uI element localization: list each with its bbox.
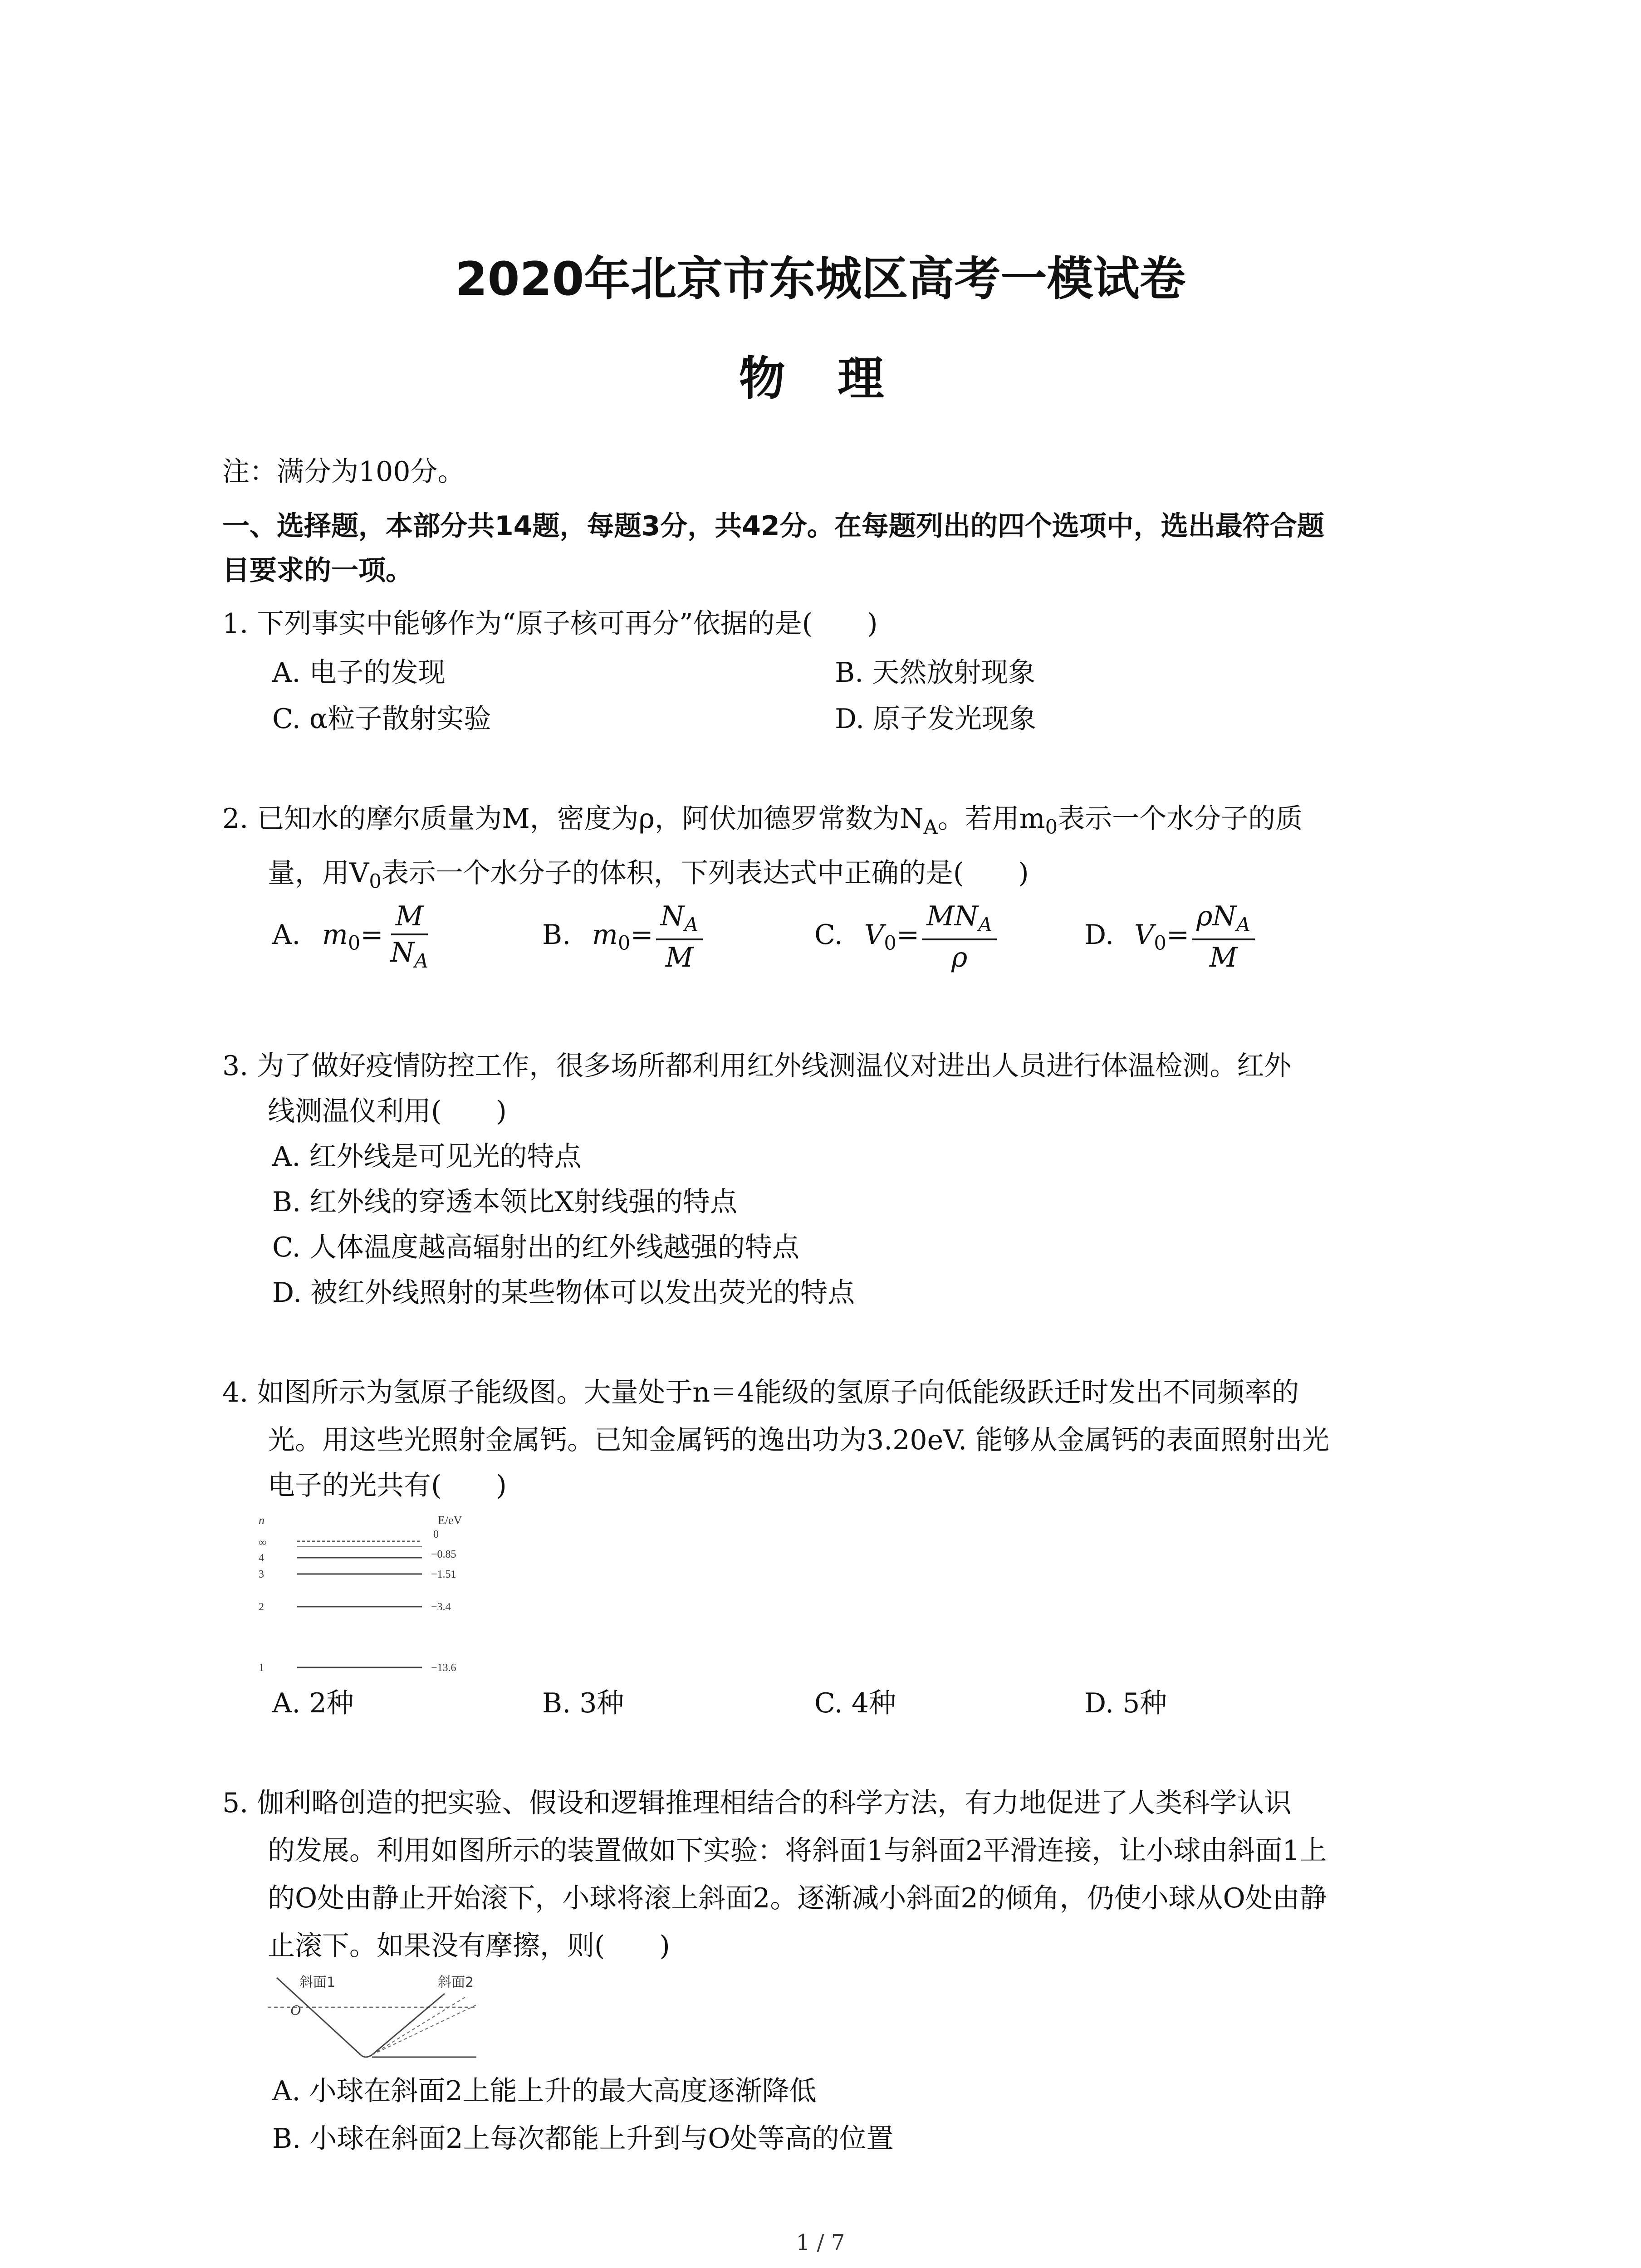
question-1-option-a: A. 电子的发现 [272, 657, 446, 689]
level-n-2: 2 [259, 1601, 264, 1613]
question-4-option-a: A. 2种 [272, 1687, 354, 1719]
question-3-option-c: C. 人体温度越高辐射出的红外线越强的特点 [272, 1232, 799, 1263]
question-2-option-c: C. $V_0=$ $\frac{MN_A}{\rho}$ [814, 903, 997, 971]
incline-junction [361, 2055, 372, 2057]
level-e-4: −0.85 [431, 1549, 456, 1560]
question-1-option-d: D. 原子发光现象 [835, 703, 1037, 735]
question-3-stem-line2: 线测温仪利用( ) [268, 1095, 507, 1127]
incline-1-label: 斜面1 [299, 1975, 336, 1990]
question-5-stem-line4: 止滚下。如果没有摩擦，则( ) [268, 1930, 670, 1962]
level-n-infinity: ∞ [259, 1537, 267, 1549]
subject-title: 物 理 [739, 352, 902, 406]
question-3-option-d: D. 被红外线照射的某些物体可以发出荧光的特点 [272, 1277, 855, 1309]
level-n-3: 3 [259, 1569, 264, 1580]
energy-level-diagram [254, 1510, 490, 1683]
level-e-2: −3.4 [431, 1601, 451, 1613]
incline-2-reduced-a [372, 1996, 467, 2055]
exam-title: 2020年北京市东城区高考一模试卷 [455, 252, 1186, 306]
question-5-stem-line1: 5. 伽利略创造的把实验、假设和逻辑推理相结合的科学方法，有力地促进了人类科学认识 [222, 1787, 1292, 1819]
question-4-stem-line2: 光。用这些光照射金属钙。已知金属钙的逸出功为3.20eV. 能够从金属钙的表面照射出光 [268, 1424, 1330, 1456]
section-heading-line2: 目要求的一项。 [222, 555, 413, 587]
score-note: 注：满分为100分。 [222, 456, 465, 488]
incline-2-label: 斜面2 [438, 1975, 474, 1990]
question-5-option-b: B. 小球在斜面2上每次都能上升到与O处等高的位置 [272, 2123, 894, 2155]
question-3-option-b: B. 红外线的穿透本领比X射线强的特点 [272, 1186, 737, 1218]
level-n-4: 4 [259, 1552, 264, 1564]
question-3-stem-line1: 3. 为了做好疫情防控工作，很多场所都利用红外线测温仪对进出人员进行体温检测。红外 [222, 1050, 1292, 1082]
question-4-option-c: C. 4种 [814, 1687, 896, 1719]
point-o-label: O [290, 2002, 301, 2018]
level-n-1: 1 [259, 1662, 264, 1674]
question-1-stem: 1. 下列事实中能够作为“原子核可再分”依据的是( ) [222, 608, 878, 640]
n-axis-header: n [259, 1514, 265, 1527]
question-2-option-d: D. $V_0=$ $\frac{\rho N_A}{M}$ [1084, 903, 1255, 971]
level-e-infinity: 0 [433, 1529, 439, 1540]
question-4-option-b: B. 3种 [542, 1687, 624, 1719]
energy-axis-header: E/eV [438, 1514, 462, 1527]
question-4-stem-line3: 电子的光共有( ) [268, 1470, 507, 1501]
question-4-option-d: D. 5种 [1084, 1687, 1167, 1719]
page-number: 1 / 7 [796, 2230, 845, 2255]
question-1-option-b: B. 天然放射现象 [835, 657, 1036, 689]
question-2-stem-line1: 2. 已知水的摩尔质量为M，密度为ρ，阿伏加德罗常数为$N_A$。若用$m_0$表示一个水分子的质 [222, 803, 1303, 839]
question-1-option-c: C. α粒子散射实验 [272, 703, 491, 735]
section-heading-line1: 一、选择题，本部分共14题，每题3分，共42分。在每题列出的四个选项中，选出最符合题 [222, 510, 1324, 542]
incline-diagram [263, 1969, 499, 2068]
level-e-3: −1.51 [431, 1569, 456, 1580]
question-2-option-b: B. $m_0=$ $\frac{N_A}{M}$ [542, 903, 703, 971]
fraction-d: $\frac{\rho N_A}{M}$ [1192, 903, 1255, 971]
incline-2-surface [372, 1994, 445, 2055]
question-5-stem-line3: 的O处由静止开始滚下，小球将滚上斜面2。逐渐减小斜面2的倾角，仍使小球从O处由静 [268, 1882, 1327, 1914]
level-e-1: −13.6 [431, 1662, 456, 1674]
question-2-option-a: A. $m_0=$ $\frac{M}{N_A}$ [272, 903, 433, 971]
question-3-option-a: A. 红外线是可见光的特点 [272, 1141, 582, 1173]
question-5-stem-line2: 的发展。利用如图所示的装置做如下实验：将斜面1与斜面2平滑连接，让小球由斜面1上 [268, 1835, 1327, 1867]
question-4-stem-line1: 4. 如图所示为氢原子能级图。大量处于n＝4能级的氢原子向低能级跃迁时发出不同频率的 [222, 1377, 1299, 1408]
incline-2-reduced-b [372, 2005, 476, 2055]
question-5-option-a: A. 小球在斜面2上能上升的最大高度逐渐降低 [272, 2075, 817, 2107]
fraction-b: $\frac{N_A}{M}$ [656, 903, 703, 971]
fraction-c: $\frac{MN_A}{\rho}$ [922, 903, 997, 971]
question-2-stem-line2: 量，用$V_0$表示一个水分子的体积，下列表达式中正确的是( ) [268, 857, 1029, 893]
fraction-a: $\frac{M}{N_A}$ [390, 900, 429, 973]
